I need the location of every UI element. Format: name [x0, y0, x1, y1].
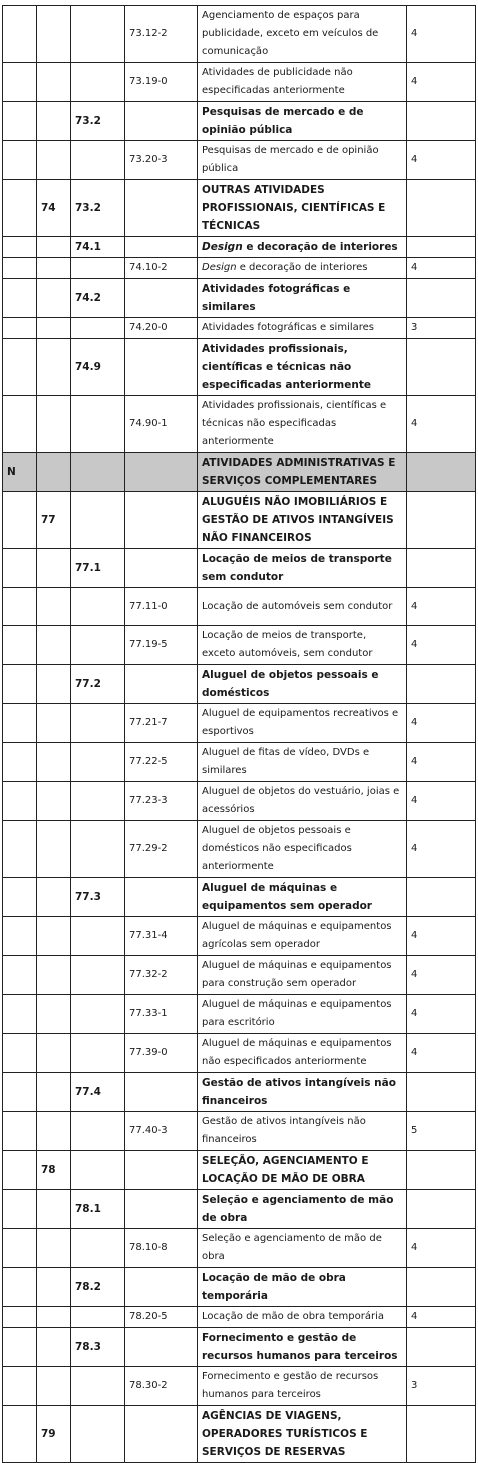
class-code-cell: 78.20-5 [125, 1307, 198, 1328]
class-row [3, 626, 476, 665]
heading-row [3, 549, 476, 588]
class-code-cell: 77.29-2 [125, 821, 198, 878]
section-cell [3, 318, 37, 339]
group-cell: 73.2 [71, 180, 125, 237]
heading-row [3, 1151, 476, 1190]
group-cell [71, 704, 125, 743]
description-cell [198, 258, 407, 279]
description-cell: SELEÇÃO, AGENCIAMENTO E LOCAÇÃO DE MÃO DE OBRA [198, 1151, 407, 1190]
description-cell: Locação de meios de transporte, exceto automóveis, sem condutor [198, 626, 407, 665]
risk-level-cell [407, 1190, 476, 1229]
risk-level-cell: 5 [407, 1112, 476, 1151]
division-cell [37, 237, 71, 258]
group-cell [71, 1034, 125, 1073]
division-cell [37, 917, 71, 956]
class-code-cell: 74.90-1 [125, 396, 198, 453]
description-cell: OUTRAS ATIVIDADES PROFISSIONAIS, CIENTÍFICAS E TÉCNICAS [198, 180, 407, 237]
section-cell [3, 1268, 37, 1307]
division-cell [37, 1112, 71, 1151]
division-cell [37, 743, 71, 782]
description-cell: Atividades de publicidade não especificadas anteriormente [198, 63, 407, 102]
division-cell [37, 1229, 71, 1268]
group-cell [71, 1307, 125, 1328]
description-cell: Atividades profissionais, científicas e técnicas não especificadas anteriormente [198, 396, 407, 453]
risk-level-cell [407, 492, 476, 549]
risk-level-cell: 4 [407, 1034, 476, 1073]
class-code-cell [125, 453, 198, 492]
class-row [3, 782, 476, 821]
cnae-classification-table [2, 5, 476, 1463]
group-cell [71, 956, 125, 995]
description-cell: Fornecimento e gestão de recursos humanos para terceiros [198, 1367, 407, 1406]
group-cell [71, 492, 125, 549]
class-code-cell [125, 878, 198, 917]
group-cell [71, 743, 125, 782]
section-cell [3, 743, 37, 782]
section-cell [3, 1112, 37, 1151]
section-cell [3, 588, 37, 626]
description-cell: Pesquisas de mercado e de opinião pública [198, 141, 407, 180]
class-code-cell: 73.20-3 [125, 141, 198, 180]
division-cell [37, 6, 71, 63]
group-cell [71, 626, 125, 665]
description-cell [198, 237, 407, 258]
risk-level-cell: 4 [407, 63, 476, 102]
description-cell: Locação de mão de obra temporária [198, 1307, 407, 1328]
group-cell [71, 1229, 125, 1268]
section-cell [3, 1229, 37, 1268]
group-cell [71, 1367, 125, 1406]
section-cell [3, 665, 37, 704]
class-code-cell [125, 102, 198, 141]
class-row [3, 258, 476, 279]
section-cell [3, 917, 37, 956]
class-code-cell [125, 549, 198, 588]
description-cell: Aluguel de objetos pessoais e domésticos [198, 665, 407, 704]
division-cell [37, 1367, 71, 1406]
class-row [3, 396, 476, 453]
class-row [3, 141, 476, 180]
group-cell [71, 396, 125, 453]
division-cell [37, 396, 71, 453]
group-cell [71, 821, 125, 878]
description-cell: Locação de mão de obra temporária [198, 1268, 407, 1307]
risk-level-cell: 4 [407, 743, 476, 782]
class-row [3, 1307, 476, 1328]
description-cell: Gestão de ativos intangíveis não financeiros [198, 1073, 407, 1112]
risk-level-cell: 4 [407, 1229, 476, 1268]
description-cell: Aluguel de máquinas e equipamentos agrícolas sem operador [198, 917, 407, 956]
risk-level-cell [407, 549, 476, 588]
class-code-cell [125, 339, 198, 396]
section-cell [3, 1190, 37, 1229]
risk-level-cell [407, 878, 476, 917]
division-cell [37, 1073, 71, 1112]
class-row [3, 318, 476, 339]
group-cell [71, 917, 125, 956]
class-code-cell: 77.22-5 [125, 743, 198, 782]
section-cell [3, 1367, 37, 1406]
description-emphasis: Design [202, 262, 237, 273]
group-cell [71, 141, 125, 180]
division-cell [37, 665, 71, 704]
description-text: e decoração de interiores [242, 241, 398, 253]
class-row [3, 743, 476, 782]
division-cell [37, 102, 71, 141]
division-cell [37, 63, 71, 102]
group-cell: 74.2 [71, 279, 125, 318]
section-row [3, 453, 476, 492]
description-cell: Atividades fotográficas e similares [198, 318, 407, 339]
section-cell [3, 956, 37, 995]
class-code-cell [125, 492, 198, 549]
heading-row [3, 102, 476, 141]
section-cell [3, 626, 37, 665]
risk-level-cell [407, 279, 476, 318]
class-code-cell [125, 237, 198, 258]
division-cell [37, 1190, 71, 1229]
division-cell [37, 279, 71, 318]
group-cell [71, 318, 125, 339]
group-cell [71, 588, 125, 626]
heading-row [3, 1328, 476, 1367]
description-cell: Gestão de ativos intangíveis não financeiros [198, 1112, 407, 1151]
class-code-cell [125, 1268, 198, 1307]
section-cell: N [3, 453, 37, 492]
class-row [3, 1229, 476, 1268]
risk-level-cell: 4 [407, 626, 476, 665]
division-cell: 78 [37, 1151, 71, 1190]
division-cell [37, 339, 71, 396]
group-cell [71, 1151, 125, 1190]
description-cell: Aluguel de objetos do vestuário, joias e acessórios [198, 782, 407, 821]
group-cell: 78.3 [71, 1328, 125, 1367]
risk-level-cell [407, 339, 476, 396]
division-cell [37, 141, 71, 180]
risk-level-cell: 4 [407, 396, 476, 453]
risk-level-cell: 4 [407, 917, 476, 956]
section-cell [3, 396, 37, 453]
risk-level-cell: 4 [407, 821, 476, 878]
group-cell [71, 453, 125, 492]
heading-row [3, 1190, 476, 1229]
risk-level-cell: 4 [407, 1307, 476, 1328]
group-cell: 78.1 [71, 1190, 125, 1229]
class-code-cell [125, 1073, 198, 1112]
risk-level-cell: 4 [407, 782, 476, 821]
heading-row [3, 878, 476, 917]
heading-row [3, 492, 476, 549]
class-code-cell [125, 1190, 198, 1229]
class-code-cell [125, 665, 198, 704]
section-cell [3, 782, 37, 821]
risk-level-cell [407, 453, 476, 492]
heading-row [3, 1073, 476, 1112]
risk-level-cell: 4 [407, 6, 476, 63]
description-cell: Aluguel de máquinas e equipamentos não especificados anteriormente [198, 1034, 407, 1073]
risk-level-cell: 4 [407, 704, 476, 743]
risk-level-cell [407, 665, 476, 704]
class-row [3, 588, 476, 626]
division-cell [37, 1328, 71, 1367]
description-cell: ATIVIDADES ADMINISTRATIVAS E SERVIÇOS COMPLEMENTARES [198, 453, 407, 492]
section-cell [3, 180, 37, 237]
class-code-cell: 77.23-3 [125, 782, 198, 821]
risk-level-cell: 4 [407, 258, 476, 279]
section-cell [3, 279, 37, 318]
section-cell [3, 258, 37, 279]
risk-level-cell: 4 [407, 956, 476, 995]
class-row [3, 821, 476, 878]
division-cell [37, 549, 71, 588]
division-cell [37, 626, 71, 665]
division-cell [37, 1268, 71, 1307]
risk-level-cell [407, 237, 476, 258]
group-cell: 77.1 [71, 549, 125, 588]
heading-row [3, 1406, 476, 1463]
class-code-cell [125, 1406, 198, 1463]
group-cell [71, 995, 125, 1034]
description-cell: Atividades fotográficas e similares [198, 279, 407, 318]
risk-level-cell: 4 [407, 588, 476, 626]
class-row [3, 6, 476, 63]
division-cell [37, 878, 71, 917]
risk-level-cell: 4 [407, 995, 476, 1034]
heading-row [3, 1268, 476, 1307]
class-row [3, 1034, 476, 1073]
group-cell [71, 782, 125, 821]
risk-level-cell: 3 [407, 1367, 476, 1406]
division-cell [37, 1034, 71, 1073]
group-cell: 77.4 [71, 1073, 125, 1112]
division-cell: 77 [37, 492, 71, 549]
heading-row [3, 665, 476, 704]
class-row [3, 956, 476, 995]
class-row [3, 704, 476, 743]
section-cell [3, 492, 37, 549]
group-cell: 77.3 [71, 878, 125, 917]
description-cell: Locação de meios de transporte sem condutor [198, 549, 407, 588]
description-cell: Seleção e agenciamento de mão de obra [198, 1190, 407, 1229]
class-code-cell [125, 279, 198, 318]
section-cell [3, 1328, 37, 1367]
group-cell [71, 63, 125, 102]
section-cell [3, 237, 37, 258]
risk-level-cell [407, 1073, 476, 1112]
section-cell [3, 63, 37, 102]
group-cell [71, 258, 125, 279]
section-cell [3, 821, 37, 878]
class-row [3, 995, 476, 1034]
group-cell [71, 1406, 125, 1463]
group-cell [71, 1112, 125, 1151]
description-cell: Fornecimento e gestão de recursos humanos para terceiros [198, 1328, 407, 1367]
description-cell: Aluguel de fitas de vídeo, DVDs e similares [198, 743, 407, 782]
section-cell [3, 1034, 37, 1073]
section-cell [3, 141, 37, 180]
class-row [3, 1112, 476, 1151]
section-cell [3, 1406, 37, 1463]
class-code-cell: 78.10-8 [125, 1229, 198, 1268]
description-cell: Aluguel de equipamentos recreativos e esportivos [198, 704, 407, 743]
description-text: e decoração de interiores [236, 262, 368, 273]
description-cell: AGÊNCIAS DE VIAGENS, OPERADORES TURÍSTICOS E SERVIÇOS DE RESERVAS [198, 1406, 407, 1463]
class-code-cell: 78.30-2 [125, 1367, 198, 1406]
division-cell [37, 995, 71, 1034]
description-cell: Seleção e agenciamento de mão de obra [198, 1229, 407, 1268]
division-cell [37, 1307, 71, 1328]
division-cell [37, 318, 71, 339]
class-code-cell [125, 1151, 198, 1190]
section-cell [3, 1151, 37, 1190]
description-emphasis: Design [202, 241, 243, 253]
division-cell: 74 [37, 180, 71, 237]
division-cell [37, 704, 71, 743]
division-cell: 79 [37, 1406, 71, 1463]
class-code-cell: 77.19-5 [125, 626, 198, 665]
risk-level-cell: 3 [407, 318, 476, 339]
risk-level-cell [407, 1406, 476, 1463]
class-row [3, 63, 476, 102]
heading-row [3, 339, 476, 396]
class-code-cell: 77.21-7 [125, 704, 198, 743]
class-code-cell: 73.12-2 [125, 6, 198, 63]
section-cell [3, 995, 37, 1034]
section-cell [3, 102, 37, 141]
description-cell: Atividades profissionais, científicas e técnicas não especificadas anteriormente [198, 339, 407, 396]
heading-row [3, 279, 476, 318]
description-cell: Aluguel de máquinas e equipamentos para escritório [198, 995, 407, 1034]
risk-level-cell [407, 180, 476, 237]
class-code-cell: 73.19-0 [125, 63, 198, 102]
group-cell: 77.2 [71, 665, 125, 704]
description-cell: Agenciamento de espaços para publicidade, exceto em veículos de comunicação [198, 6, 407, 63]
class-code-cell: 74.20-0 [125, 318, 198, 339]
division-cell [37, 258, 71, 279]
group-cell: 78.2 [71, 1268, 125, 1307]
class-code-cell: 77.31-4 [125, 917, 198, 956]
risk-level-cell [407, 102, 476, 141]
section-cell [3, 878, 37, 917]
division-cell [37, 956, 71, 995]
description-cell: ALUGUÉIS NÃO IMOBILIÁRIOS E GESTÃO DE ATIVOS INTANGÍVEIS NÃO FINANCEIROS [198, 492, 407, 549]
section-cell [3, 6, 37, 63]
group-cell: 74.1 [71, 237, 125, 258]
class-code-cell [125, 180, 198, 237]
class-code-cell [125, 1328, 198, 1367]
class-code-cell: 77.32-2 [125, 956, 198, 995]
section-cell [3, 1307, 37, 1328]
description-cell: Aluguel de máquinas e equipamentos sem operador [198, 878, 407, 917]
section-cell [3, 549, 37, 588]
group-cell: 73.2 [71, 102, 125, 141]
description-cell: Aluguel de máquinas e equipamentos para construção sem operador [198, 956, 407, 995]
class-code-cell: 77.39-0 [125, 1034, 198, 1073]
class-code-cell: 74.10-2 [125, 258, 198, 279]
risk-level-cell [407, 1328, 476, 1367]
risk-level-cell: 4 [407, 141, 476, 180]
division-cell [37, 588, 71, 626]
risk-level-cell [407, 1151, 476, 1190]
class-code-cell: 77.11-0 [125, 588, 198, 626]
heading-row [3, 237, 476, 258]
division-cell [37, 821, 71, 878]
description-cell: Locação de automóveis sem condutor [198, 588, 407, 626]
heading-row [3, 180, 476, 237]
group-cell: 74.9 [71, 339, 125, 396]
division-cell [37, 453, 71, 492]
description-cell: Pesquisas de mercado e de opinião pública [198, 102, 407, 141]
division-cell [37, 782, 71, 821]
class-code-cell: 77.33-1 [125, 995, 198, 1034]
section-cell [3, 339, 37, 396]
section-cell [3, 1073, 37, 1112]
group-cell [71, 6, 125, 63]
risk-level-cell [407, 1268, 476, 1307]
class-code-cell: 77.40-3 [125, 1112, 198, 1151]
class-row [3, 917, 476, 956]
section-cell [3, 704, 37, 743]
description-cell: Aluguel de objetos pessoais e domésticos não especificados anteriormente [198, 821, 407, 878]
class-row [3, 1367, 476, 1406]
